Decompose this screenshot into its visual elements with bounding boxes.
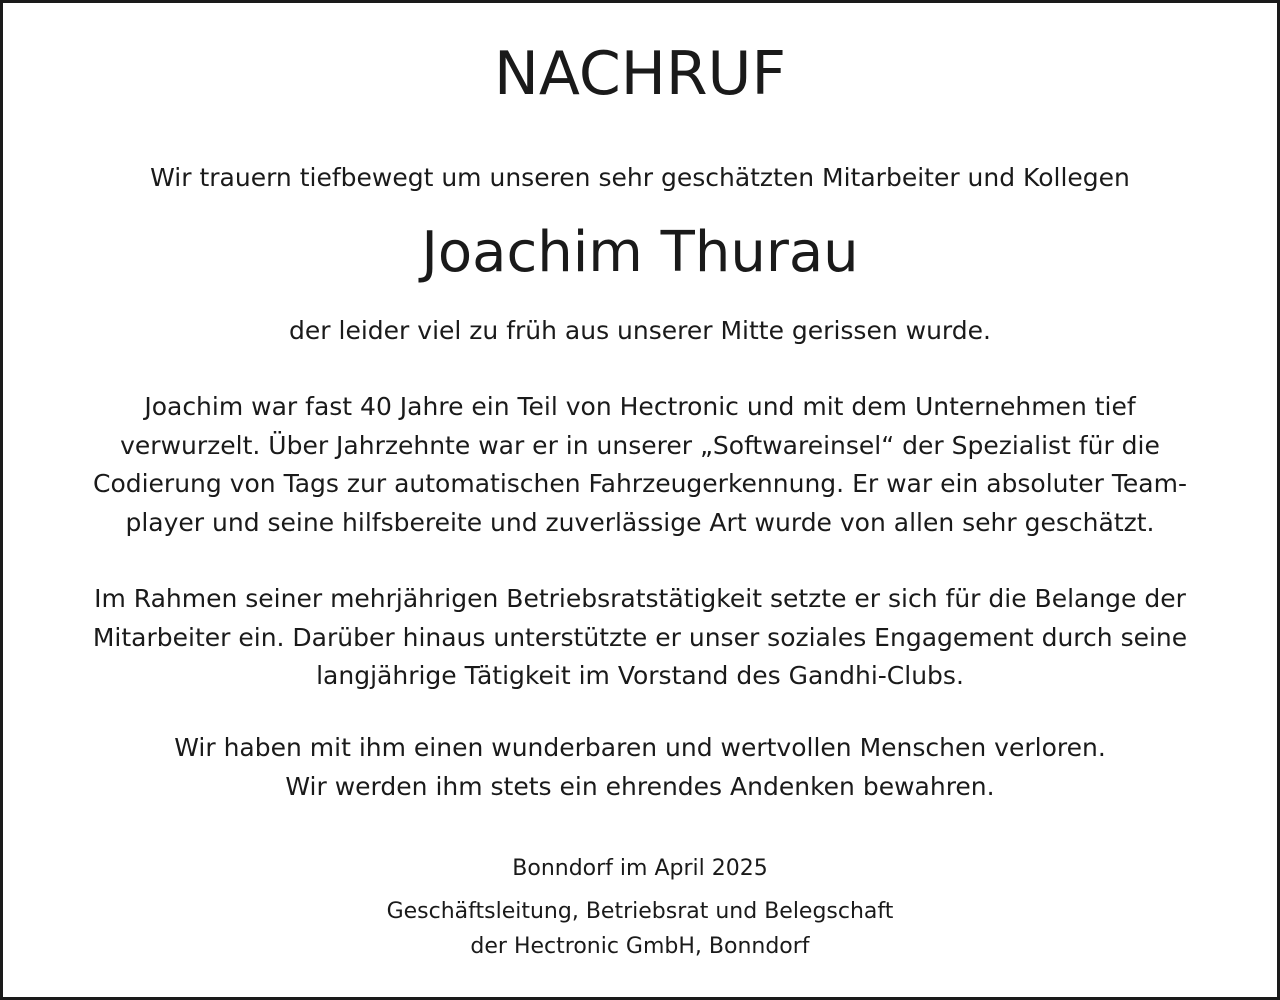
paragraph-line: Im Rahmen seiner mehrjährigen Betriebsratstätigkeit setzte er sich für die Belange der	[94, 584, 1186, 613]
paragraph-line: Joachim war fast 40 Jahre ein Teil von Hectronic und mit dem Unternehmen tief	[144, 392, 1136, 421]
signature-line: der Hectronic GmbH, Bonndorf	[470, 934, 810, 959]
after-name-text: der leider viel zu früh aus unserer Mitte gerissen wurde.	[289, 316, 991, 345]
paragraph-line: Codierung von Tags zur automatischen Fahrzeugerkennung. Er war ein absoluter Team-	[92, 469, 1188, 498]
deceased-name: Joachim Thurau	[421, 220, 859, 285]
paragraph-career	[0, 388, 1280, 542]
paragraph-line: langjährige Tätigkeit im Vorstand des Gandhi-Clubs.	[316, 661, 964, 690]
paragraph-line: Wir werden ihm stets ein ehrendes Andenken bewahren.	[285, 771, 995, 801]
notice-headline: NACHRUF	[493, 39, 786, 109]
intro-text: Wir trauern tiefbewegt um unseren sehr geschätzten Mitarbeiter und Kollegen	[150, 163, 1130, 192]
paragraph-line: verwurzelt. Über Jahrzehnte war er in unserer „Softwareinsel“ der Spezialist für die	[120, 430, 1160, 460]
paragraph-line: Wir haben mit ihm einen wunderbaren und wertvollen Menschen verloren.	[174, 733, 1106, 762]
signature-block	[0, 894, 1280, 964]
paragraph-farewell	[0, 729, 1280, 806]
paragraph-line: player und seine hilfsbereite und zuverlässige Art wurde von allen sehr geschätzt.	[125, 507, 1155, 537]
place-date: Bonndorf im April 2025	[512, 856, 768, 881]
paragraph-engagement	[0, 580, 1280, 696]
paragraph-line: Mitarbeiter ein. Darüber hinaus unterstützte er unser soziales Engagement durch seine	[92, 622, 1188, 652]
signature-line: Geschäftsleitung, Betriebsrat und Belegschaft	[386, 899, 894, 924]
